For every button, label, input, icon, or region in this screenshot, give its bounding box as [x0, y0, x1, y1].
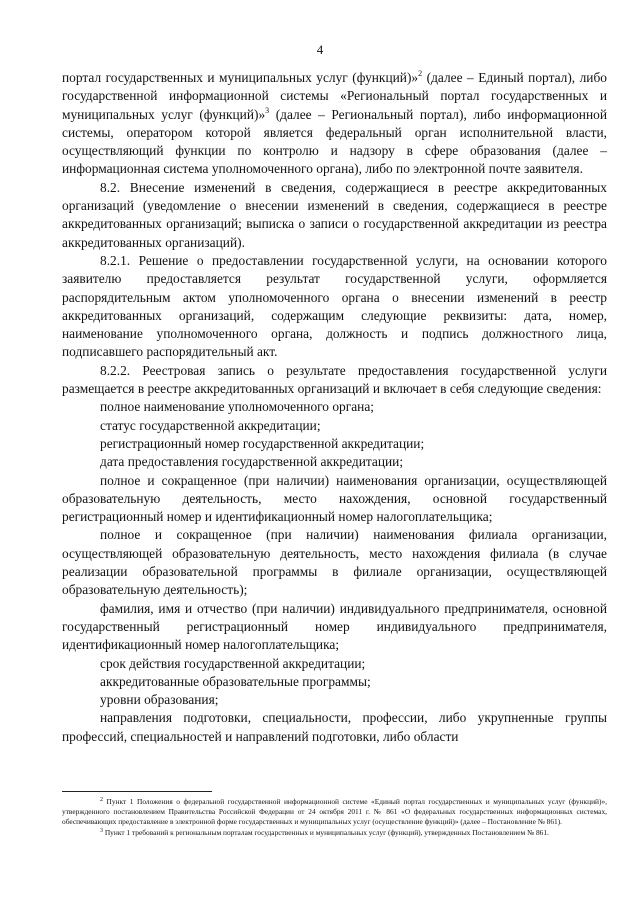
list-item: направления подготовки, специальности, профессии, либо укрупненные группы профессий, специальностей и направлений подготовки, либо области [62, 710, 607, 744]
page-number: 4 [316, 42, 324, 57]
list-item: фамилия, имя и отчество (при наличии) индивидуального предпринимателя, основной государственный регистрационный номер индивидуального предпринимателя, идентификационный номер налогоплательщика; [62, 600, 607, 653]
paragraph [62, 69, 607, 179]
list-item: уровни образования; [100, 692, 219, 708]
list-item: полное и сокращенное (при наличии) наименования филиала организации, осуществляющей образовательную деятельность, место нахождения филиала (в случае реализации образовательной программы в филиале организации, осуществляющей образовательную деятельность); [62, 527, 607, 598]
footnote-divider [62, 791, 212, 792]
paragraph-text: (далее – Региональный портал), либо информационной системы, оператором которой является федеральный орган исполнительной власти, осуществляющий функции по контролю и надзору в сфере образования (далее – информационная система уполномоченного органа), либо по электронной почте заявителя. [62, 106, 607, 177]
footnote [62, 828, 607, 838]
paragraph-text: портал государственных и муниципальных услуг (функций)» [62, 70, 419, 85]
footnote-mark: 2 [100, 797, 103, 803]
list-item: дата предоставления государственной аккредитации; [100, 454, 404, 470]
list-item: полное и сокращенное (при наличии) наименования организации, осуществляющей образовательную деятельность, место нахождения, основной государственный регистрационный номер и идентификационный номер налогоплательщика; [62, 472, 607, 525]
paragraph: 8.2.1. Решение о предоставлении государственной услуги, на основании которого заявителю предоставляется результат государственной услуги, оформляется распорядительным актом уполномоченного органа о внесении изменений в реестр аккредитованных организаций, содержащим следующие реквизиты: дата, номер, наименование уполномоченного органа, должность и подпись должностного лица, подписавшего распорядительный акт. [62, 252, 607, 360]
footnotes [62, 797, 607, 838]
list-item: срок действия государственной аккредитации; [100, 655, 366, 671]
list-item: статус государственной аккредитации; [100, 417, 321, 433]
footnote-ref: 3 [265, 105, 270, 115]
list-item: полное наименование уполномоченного органа; [100, 399, 375, 415]
paragraph-text: (далее – Единый портал), либо государственной информационной системы «Региональный портал государственных и муниципальных услуг (функций)» [62, 70, 607, 122]
list-item: регистрационный номер государственной аккредитации; [100, 435, 425, 451]
footnote-mark: 3 [100, 827, 103, 834]
list-item: аккредитованные образовательные программы; [100, 673, 371, 689]
footnote-text: Пункт 1 требований к региональным порталам государственных и муниципальных услуг (функций), утвержденных Постановлением № 861. [103, 827, 549, 837]
body-text [62, 69, 607, 746]
footnote-ref: 2 [418, 69, 423, 78]
paragraph: 8.2.2. Реестровая запись о результате предоставления государственной услуги размещается в реестре аккредитованных организаций и включает в себя следующие сведения: [62, 362, 607, 397]
footnote [62, 797, 607, 828]
footnote-text: Пункт 1 Положения о федеральной государственной информационной системе «Единый портал государственных и муниципальных услуг (функций)», утвержденного постановлением Правительства Российской Федерации от 24 октября 2011 г. № 861 «О федеральных государственных информационных системах, обеспечивающих предоставление в электронной форме государственных и муниципальных услуг (осуществление функций)» (далее – Постановление № 861). [62, 797, 607, 827]
paragraph: 8.2. Внесение изменений в сведения, содержащиеся в реестре аккредитованных организаций (уведомление о внесении изменений в сведения, содержащиеся в реестре аккредитованных организаций; выписка о записи о государственной аккредитации из реестра аккредитованных организаций). [62, 179, 607, 250]
